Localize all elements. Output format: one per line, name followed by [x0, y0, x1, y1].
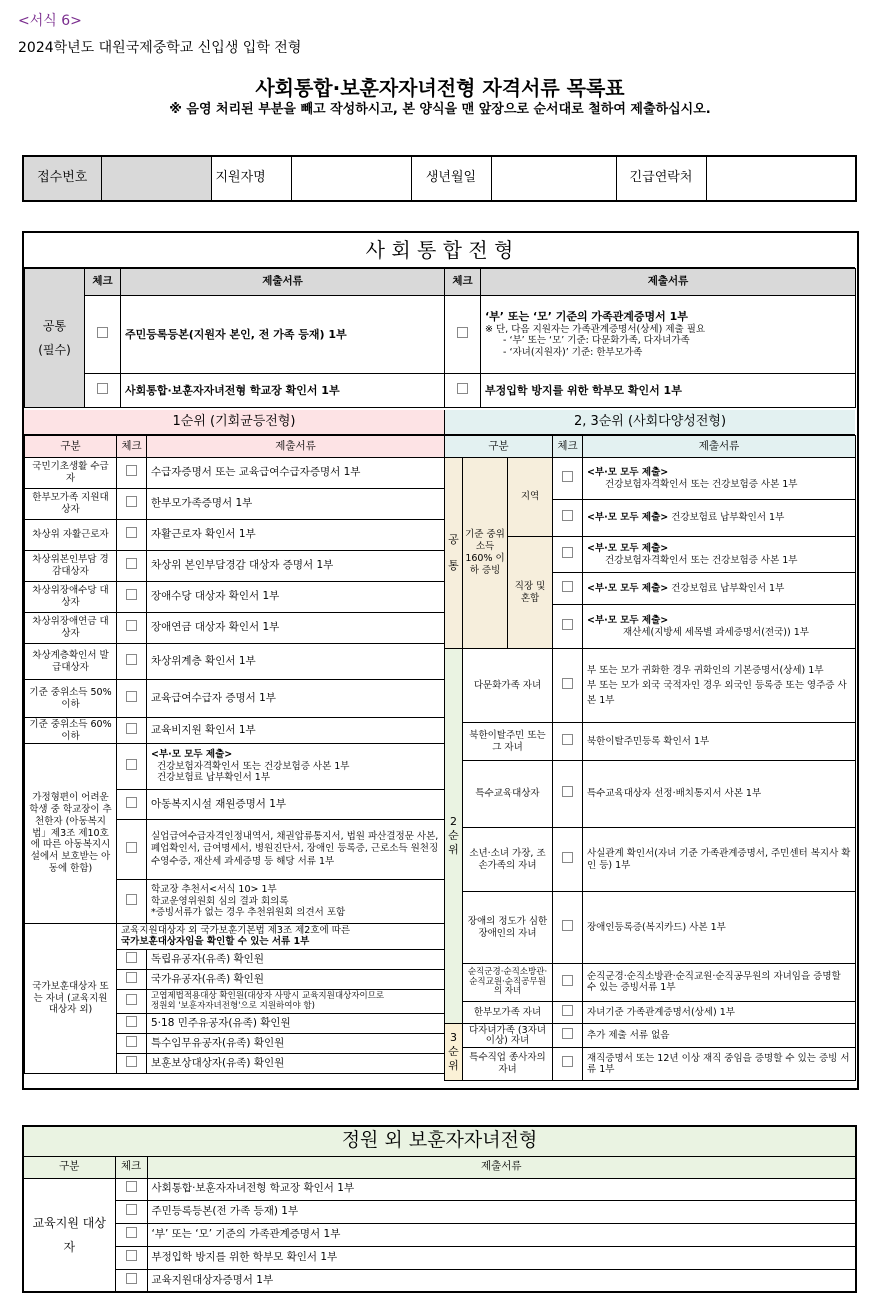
document: 장애인등록증(복지카드) 사본 1부 [583, 892, 856, 964]
category: 다자녀가족 (3자녀 이상) 자녀 [463, 1024, 553, 1048]
checkbox[interactable] [562, 1028, 573, 1039]
note: 정원외 '보훈자자녀전형'으로 지원하여야 함) [151, 1000, 315, 1011]
category: 차상계층확인서 발급대상자 [25, 644, 117, 680]
common-label: 공통 [42, 319, 67, 333]
document: 건강보험자격확인서 또는 건강보험증 사본 1부 [605, 554, 798, 566]
document: 북한이탈주민등록 확인서 1부 [583, 723, 856, 761]
info-table [22, 155, 857, 202]
checkbox[interactable] [126, 797, 137, 808]
document: 차상위계층 확인서 1부 [147, 644, 445, 680]
category: 차상위 자활근로자 [25, 520, 117, 551]
doc-resident-register: 주민등록등본(지원자 본인, 전 가족 등재) 1부 [121, 296, 445, 374]
check-header: 체크 [117, 436, 147, 458]
gubun-header: 구분 [23, 1156, 115, 1178]
check-header: 체크 [445, 269, 481, 296]
note: <부·모 모두 제출> [587, 614, 669, 626]
checkbox[interactable] [126, 589, 137, 600]
rank1-table [24, 435, 445, 1074]
rank2-label: 2순위 [445, 649, 463, 1024]
common-mark: 공 [448, 532, 459, 546]
gubun-header: 구분 [445, 436, 553, 458]
document: 재산세(지방세 세목별 과세증명서(전국)) 1부 [623, 626, 809, 638]
receipt-value [101, 156, 211, 201]
category: 국민기초생활 수급자 [25, 458, 117, 489]
document: 자녀기준 가족관계증명서(상세) 1부 [583, 1002, 856, 1024]
checkbox[interactable] [562, 1056, 573, 1067]
document: 국가유공자(유족) 확인원 [147, 970, 445, 990]
document: 사실관계 확인서(자녀 기준 가족관계증명서, 주민센터 복지사 확인 등) 1부 [583, 828, 856, 892]
checkbox[interactable] [562, 581, 573, 592]
document: 교육지원대상자증명서 1부 [147, 1269, 856, 1292]
category: 특수교육대상자 [463, 761, 553, 828]
checkbox[interactable] [126, 972, 137, 983]
document: 한부모가족증명서 1부 [147, 489, 445, 520]
document: 보훈보상대상자(유족) 확인원 [147, 1054, 445, 1074]
checkbox[interactable] [126, 496, 137, 507]
checkbox[interactable] [126, 1250, 137, 1261]
category: 기준 중위소득 50%이하 [25, 680, 117, 718]
checkbox[interactable] [562, 1005, 573, 1016]
checkbox[interactable] [562, 852, 573, 863]
common-mark: 통 [448, 559, 459, 572]
document: 부 또는 모가 외국 국적자인 경우 외국인 등록증 또는 영주증 사본 1부 [587, 679, 847, 707]
document: 부 또는 모가 귀화한 경우 귀화인의 기본증명서(상세) 1부 [587, 664, 824, 676]
checkbox[interactable] [562, 619, 573, 630]
checkbox[interactable] [126, 723, 137, 734]
checkbox[interactable] [562, 510, 573, 521]
checkbox[interactable] [457, 383, 468, 394]
document: 자활근로자 확인서 1부 [147, 520, 445, 551]
checkbox[interactable] [457, 327, 468, 338]
doc-principal-confirm: 사회통합·보훈자자녀전형 학교장 확인서 1부 [121, 374, 445, 408]
school-line: 2024학년도 대원국제중학교 신입생 입학 전형 [18, 40, 302, 56]
document: 학교장 추천서<서식 10> 1부 [151, 883, 277, 895]
document: 독립유공자(유족) 확인원 [147, 950, 445, 970]
hardship-label: 가정형편이 어려운 학생 중 학교장이 추천한자 (아동복지법」제3조 제10호에 따른 아동복지시설에서 보호받는 아동에 한함) [25, 744, 117, 924]
document: 부정입학 방지를 위한 학부모 확인서 1부 [147, 1246, 856, 1269]
checkbox[interactable] [126, 1056, 137, 1067]
category: 차상위장애수당 대상자 [25, 582, 117, 613]
category: 다문화가족 자녀 [463, 649, 553, 723]
checkbox[interactable] [126, 1016, 137, 1027]
note: *증빙서류가 없는 경우 추천위원회 의견서 포함 [151, 907, 346, 919]
checkbox[interactable] [126, 759, 137, 770]
category: 특수직업 종사자의 자녀 [463, 1048, 553, 1081]
document: 실업급여수급자격인정내역서, 채권압류통지서, 법원 파산결정문 사본, 폐업확인서, 급여명세서, 병원진단서, 장애인 등록증, 근로소득 원천징수영수증, 재산세 과세증명 등 해당 서류 1부 [147, 820, 445, 880]
checkbox[interactable] [562, 678, 573, 689]
checkbox[interactable] [562, 471, 573, 482]
document: 건강보험료 납부확인서 1부 [671, 512, 785, 524]
doc-parent-confirm: 부정입학 방지를 위한 학부모 확인서 1부 [481, 374, 856, 408]
document: 장애연금 대상자 확인서 1부 [147, 613, 445, 644]
document: 추가 제출 서류 없음 [583, 1024, 856, 1048]
category: 차상위장애연금 대상자 [25, 613, 117, 644]
checkbox[interactable] [126, 527, 137, 538]
document: 건강보험료 납부확인서 1부 [157, 772, 271, 784]
contact-label: 긴급연락처 [616, 156, 706, 201]
docs-header: 제출서류 [583, 436, 856, 458]
checkbox[interactable] [562, 547, 573, 558]
checkbox[interactable] [562, 975, 573, 986]
document: 수급자증명서 또는 교육급여수급자증명서 1부 [147, 458, 445, 489]
veteran-label: 국가보훈대상자 또는 자녀 (교육지원대상자 외) [25, 924, 117, 1074]
birth-field[interactable] [491, 156, 616, 201]
receipt-label: 접수번호 [23, 156, 101, 201]
check-header: 체크 [115, 1156, 147, 1178]
document: 장애수당 대상자 확인서 1부 [147, 582, 445, 613]
document: 고엽제법적용대상 확인원(대상자 사망시 교육지원대상자이므로 [151, 990, 385, 1001]
document: 건강보험자격확인서 또는 건강보험증 사본 1부 [157, 760, 350, 772]
common-table [24, 268, 856, 408]
applicant-field[interactable] [291, 156, 411, 201]
work-label: 직장 및 혼합 [508, 537, 553, 649]
social-title: 사 회 통 합 전 형 [24, 233, 855, 268]
rank23-table [444, 435, 856, 1081]
docs-header: 제출서류 [481, 269, 856, 296]
rank1-title: 1순위 (기회균등전형) [24, 410, 445, 435]
checkbox[interactable] [126, 558, 137, 569]
checkbox[interactable] [97, 383, 108, 394]
category: 차상위본인부담 경감대상자 [25, 551, 117, 582]
required-label: (필수) [38, 343, 71, 357]
checkbox[interactable] [126, 894, 137, 905]
checkbox[interactable] [562, 786, 573, 797]
note: 교육지원대상자 외 국가보훈기본법 제3조 제2호에 따른 [121, 924, 351, 936]
docs-header: 제출서류 [147, 1156, 856, 1178]
checkbox[interactable] [126, 465, 137, 476]
checkbox[interactable] [126, 1204, 137, 1215]
docs-header: 제출서류 [121, 269, 445, 296]
note: <부·모 모두 제출> [587, 466, 669, 478]
document: 교육급여수급자 증명서 1부 [147, 680, 445, 718]
checkbox[interactable] [126, 1273, 137, 1284]
document: 학교운영위원회 심의 결과 회의록 [151, 895, 289, 907]
category: 기준 중위소득 60%이하 [25, 718, 117, 744]
document: 아동복지시설 재원증명서 1부 [147, 790, 445, 820]
document: 주민등록등본(전 가족 등재) 1부 [147, 1200, 856, 1223]
category: 한부모가족 지원대상자 [25, 489, 117, 520]
checkbox[interactable] [126, 994, 137, 1005]
document: 건강보험료 납부확인서 1부 [671, 582, 785, 594]
document: 교육비지원 확인서 1부 [147, 718, 445, 744]
income-label: 기준 중위 소득 160% 이하 증빙 [463, 458, 508, 649]
category: 순직군경·순직소방관·순직교원·순직공무원의 자녀 [463, 964, 553, 1002]
document: 차상위 본인부담경감 대상자 증명서 1부 [147, 551, 445, 582]
rank3-label: 3순위 [445, 1024, 463, 1081]
note: <부·모 모두 제출> [587, 542, 669, 554]
check-header: 체크 [553, 436, 583, 458]
checkbox[interactable] [126, 691, 137, 702]
gubun-header: 구분 [25, 436, 117, 458]
checkbox[interactable] [562, 920, 573, 931]
checkbox[interactable] [562, 734, 573, 745]
note: <부·모 모두 제출> [587, 582, 669, 594]
note: - ‘자녀(지원자)’ 기준: 한부모가족 [503, 347, 643, 359]
category: 북한이탈주민 또는 그 자녀 [463, 723, 553, 761]
extra-table [22, 1125, 857, 1293]
region-label: 지역 [508, 458, 553, 537]
category: 한부모가족 자녀 [463, 1002, 553, 1024]
note: - ‘부’ 또는 ‘모’ 기준: 다문화가족, 다자녀가족 [503, 335, 690, 347]
checkbox[interactable] [97, 327, 108, 338]
category: 장애의 정도가 심한 장애인의 자녀 [463, 892, 553, 964]
checkbox[interactable] [126, 620, 137, 631]
document: 건강보험자격확인서 또는 건강보험증 사본 1부 [605, 478, 798, 490]
checkbox[interactable] [126, 1227, 137, 1238]
document: 사회통합·보훈자자녀전형 학교장 확인서 1부 [147, 1178, 856, 1200]
document: ‘부’ 또는 ‘모’ 기준의 가족관계증명서 1부 [147, 1223, 856, 1246]
category: 소년·소녀 가장, 조손가족의 자녀 [463, 828, 553, 892]
document: 특수임무유공자(유족) 확인원 [147, 1034, 445, 1054]
checkbox[interactable] [126, 1181, 137, 1192]
checkbox[interactable] [126, 1036, 137, 1047]
checkbox[interactable] [126, 654, 137, 665]
docs-header: 제출서류 [147, 436, 445, 458]
page-title: 사회통합·보훈자자녀전형 자격서류 목록표 [255, 76, 625, 100]
note: 국가보훈대상자임을 확인할 수 있는 서류 1부 [121, 935, 310, 947]
document: 특수교육대상자 선정·배치통지서 사본 1부 [583, 761, 856, 828]
notice: ※ 음영 처리된 부분을 빼고 작성하시고, 본 양식을 맨 앞장으로 순서대로 철하여 제출하십시오. [169, 102, 711, 117]
check-header: 체크 [85, 269, 121, 296]
contact-field[interactable] [706, 156, 856, 201]
birth-label: 생년월일 [411, 156, 491, 201]
form-number: <서식 6> [18, 13, 82, 29]
note: <부·모 모두 제출> [587, 512, 669, 524]
applicant-label: 지원자명 [211, 156, 291, 201]
extra-label: 교육지원 대상자 [23, 1178, 115, 1292]
extra-title: 정원 외 보훈자자녀전형 [23, 1126, 856, 1156]
checkbox[interactable] [126, 842, 137, 853]
document: 순직군경·순직소방관·순직교원·순직공무원의 자녀임을 증명할 수 있는 증빙서류 1부 [583, 964, 856, 1002]
document: 5·18 민주유공자(유족) 확인원 [147, 1014, 445, 1034]
doc-family-relation: ‘부’ 또는 ‘모’ 기준의 가족관계증명서 1부 [485, 309, 688, 323]
checkbox[interactable] [126, 952, 137, 963]
note: ※ 단, 다음 지원자는 가족관계증명서(상세) 제출 필요 [485, 323, 706, 335]
document: 재직증명서 또는 12년 이상 재직 중임을 증명할 수 있는 증빙 서류 1부 [583, 1048, 856, 1081]
rank23-title: 2, 3순위 (사회다양성전형) [445, 410, 855, 435]
note: <부·모 모두 제출> [151, 749, 233, 761]
